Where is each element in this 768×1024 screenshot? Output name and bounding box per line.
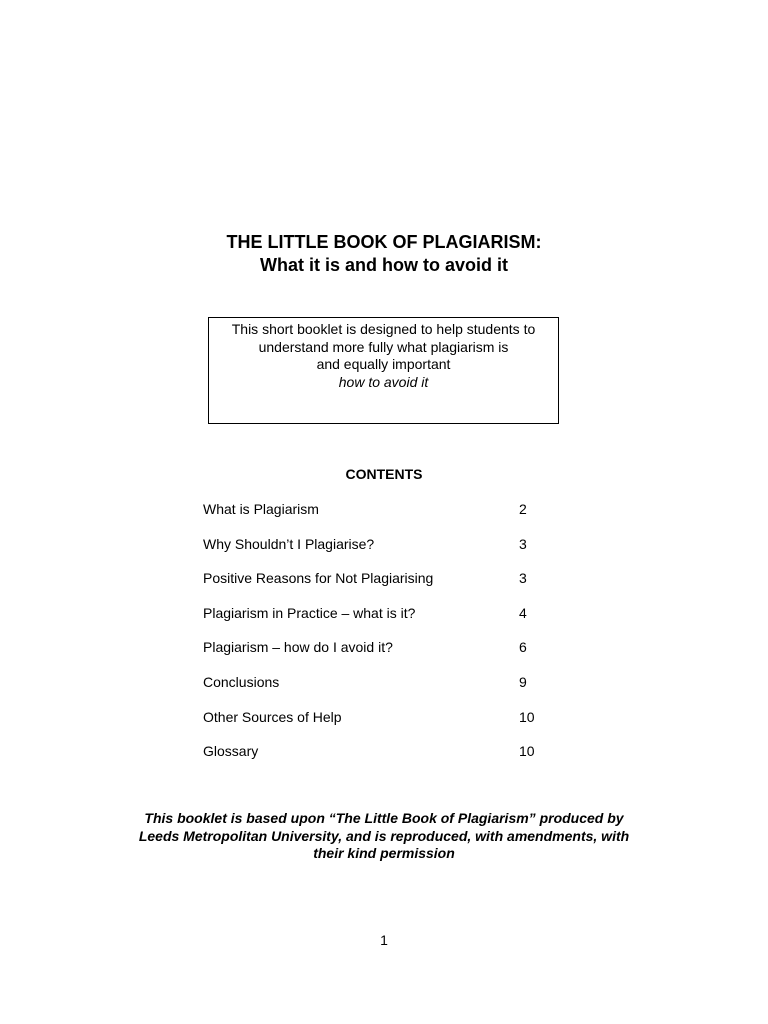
toc-entry-page: 10 bbox=[519, 708, 535, 725]
toc-entry bbox=[203, 638, 563, 673]
toc-entry bbox=[203, 742, 563, 777]
toc-entry-page: 2 bbox=[519, 501, 527, 517]
acknowledgement-line: This booklet is based upon “The Little Book of Plagiarism” produced by bbox=[144, 810, 624, 826]
toc-entry-label: Glossary bbox=[203, 743, 259, 760]
toc-entry bbox=[203, 604, 563, 639]
toc-entry-label: What is Plagiarism bbox=[203, 501, 319, 517]
toc-entry-page: 4 bbox=[519, 604, 527, 621]
table-of-contents bbox=[203, 500, 563, 777]
toc-entry-label: Positive Reasons for Not Plagiarising bbox=[203, 570, 434, 587]
toc-entry-label: Why Shouldn’t I Plagiarise? bbox=[203, 535, 375, 552]
toc-entry-page: 10 bbox=[519, 743, 535, 760]
toc-entry bbox=[203, 500, 563, 535]
toc-entry bbox=[203, 569, 563, 604]
document-title: THE LITTLE BOOK OF PLAGIARISM: bbox=[226, 232, 542, 252]
toc-entry-page: 6 bbox=[519, 639, 527, 656]
document-subtitle: What it is and how to avoid it bbox=[260, 255, 508, 275]
toc-entry bbox=[203, 535, 563, 570]
intro-line: understand more fully what plagiarism is bbox=[258, 338, 509, 355]
toc-entry-page: 3 bbox=[519, 570, 527, 587]
acknowledgement-line: Leeds Metropolitan University, and is reproduced, with amendments, with bbox=[138, 827, 630, 844]
toc-entry-page: 3 bbox=[519, 535, 527, 552]
contents-heading: CONTENTS bbox=[345, 466, 423, 482]
toc-entry bbox=[203, 708, 563, 743]
intro-box bbox=[208, 317, 559, 424]
toc-entry-label: Other Sources of Help bbox=[203, 708, 342, 725]
intro-line-italic: how to avoid it bbox=[338, 373, 429, 390]
toc-entry bbox=[203, 673, 563, 708]
acknowledgement-note bbox=[0, 810, 768, 863]
toc-entry-label: Plagiarism in Practice – what is it? bbox=[203, 604, 416, 621]
acknowledgement-line: their kind permission bbox=[313, 845, 455, 861]
toc-entry-label: Conclusions bbox=[203, 673, 280, 690]
toc-entry-page: 9 bbox=[519, 673, 527, 690]
toc-entry-label: Plagiarism – how do I avoid it? bbox=[203, 639, 393, 656]
page-number: 1 bbox=[380, 932, 388, 948]
intro-line: This short booklet is designed to help students to bbox=[231, 321, 536, 337]
intro-line: and equally important bbox=[316, 356, 451, 372]
